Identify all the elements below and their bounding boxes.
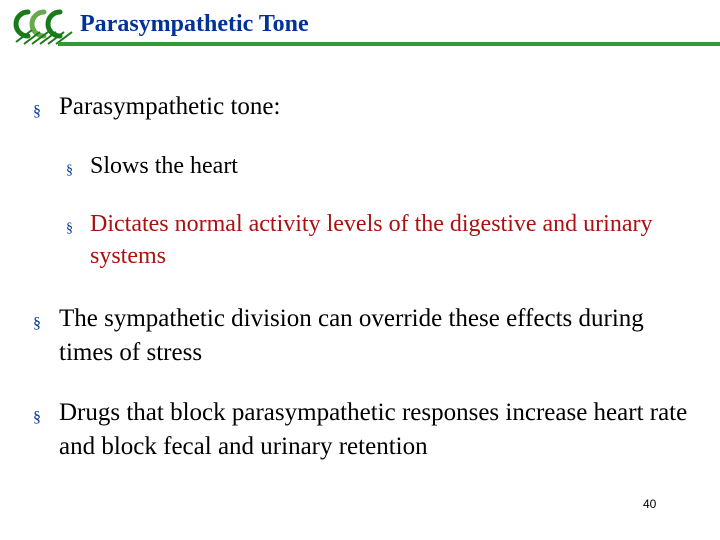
- bullet-text: Drugs that block parasympathetic responses increase heart rate and block fecal and urinary retention: [59, 399, 688, 460]
- bullet-icon: §: [33, 103, 41, 120]
- bullet-text: Parasympathetic tone:: [59, 93, 281, 120]
- sub-bullet-item: [66, 150, 706, 182]
- bullet-text: Dictates normal activity levels of the digestive and urinary systems: [90, 211, 653, 269]
- bullet-text: The sympathetic division can override these effects during times of stress: [59, 305, 644, 366]
- bullet-text: Slows the heart: [90, 153, 238, 179]
- bullet-icon: §: [33, 315, 41, 332]
- bullet-item: [33, 302, 703, 370]
- bullet-icon: §: [66, 221, 73, 236]
- bullet-icon: §: [33, 409, 41, 426]
- bullet-item: [33, 396, 703, 464]
- slide-title: Parasympathetic Tone: [80, 11, 309, 37]
- title-rule: [58, 42, 720, 46]
- bullet-icon: §: [66, 163, 73, 178]
- bullet-item: [33, 90, 703, 124]
- page-number: 40: [643, 497, 657, 511]
- sub-bullet-item: [66, 208, 706, 272]
